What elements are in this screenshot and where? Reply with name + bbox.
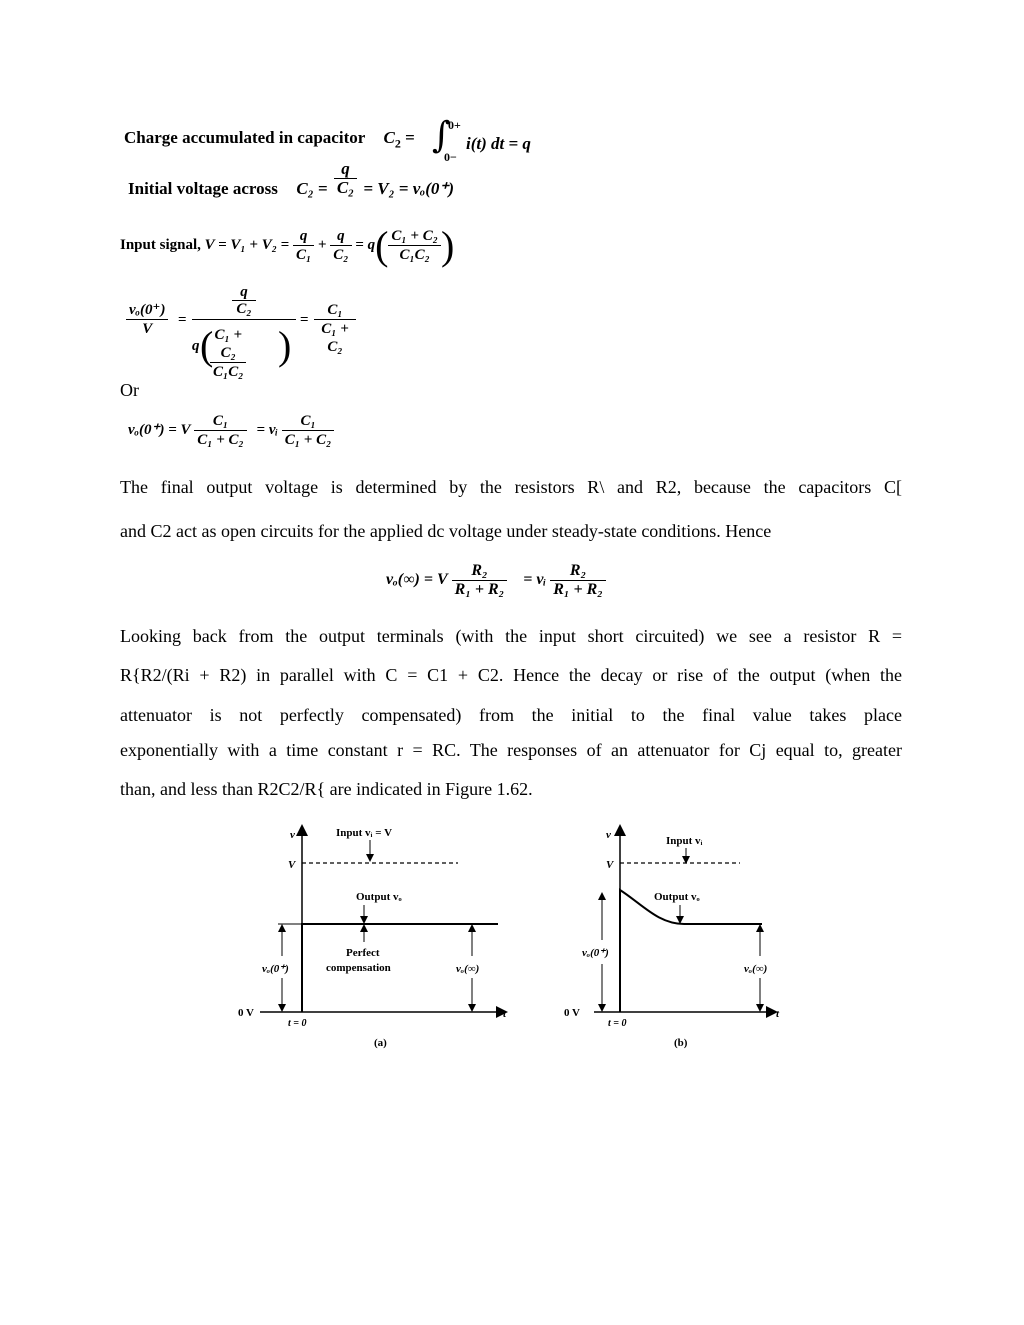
paragraph-2-line-5: than, and less than R2C2/R{ are indicated in Figure 1.62. [120,779,533,799]
figure-b-output-label: Output vₒ [654,891,700,903]
equation-voinf-f2-den: R₁ + R₂ [553,581,603,598]
figure-b-vo0-label: vₒ(0⁺) [582,947,609,959]
paragraph-2-line-4: exponentially with a time constant r = RC. The responses of an attenuator for Cj equal to, greater [120,740,902,760]
figure-b-input-label: Input vᵢ [666,835,703,847]
figure-a-level-v-label: V [288,859,296,871]
equation-ratio-lhs-num: vₒ(0⁺) [126,301,168,320]
equation-initial-voltage [128,160,454,197]
equation-input-signal-f2-num: q [330,227,351,246]
equation-voinf-f1-num: R₂ [452,562,508,581]
equation-initial-voltage-num: q [334,160,357,179]
figure-a-input-label: Input vᵢ = V [336,827,393,839]
figure-a-note-line2: compensation [326,962,391,974]
equation-input-signal-lhs: V = V₁ + V₂ = [204,236,290,253]
or-label: Or [120,380,139,400]
integral-lower-limit: 0− [444,150,457,164]
equation-input-signal-eq: = q [355,236,376,253]
integrand: i(t) dt = q [466,134,531,153]
equation-initial-voltage-lead: Initial voltage across [128,179,278,199]
paragraph-2-line-2: R{R2/(Ri + R2) in parallel with C = C1 + C2. Hence the decay or rise of the output (when the [120,665,902,685]
equation-input-signal-lead: Input signal, [120,236,201,253]
equation-ratio-rhs-num: C₁ [314,301,356,320]
equation-ratio-top-c: C₂ [232,300,255,317]
equation-charge-lhs: C [383,128,395,147]
figure-b-voinf-label: vₒ(∞) [744,963,768,975]
figure-a-axis-t-label: t [503,1008,507,1020]
figure-b-level-v-label: V [606,859,614,871]
equation-voinf-f2-num: R₂ [550,562,606,581]
equation-ratio-bottom-num: C₁ + C₂ [210,326,246,363]
equation-input-signal: Input signal, V = V₁ + V₂ = $\frac{q}{\text{C₁}}$ + $\frac{q}{\text{C₂}}$ = q( $\frac{\text{C₁ + C₂}}{\text{C₁C₂}}$ ) [120,223,455,268]
equation-ratio-bottom-den: C₁C₂ [213,364,244,380]
equation-input-signal-f2-den: C₂ [333,247,349,263]
equation-charge-lhs-sub: 2 [394,136,401,151]
figure-a-vo0-label: vₒ(0⁺) [262,963,289,975]
equation-charge: Charge accumulated in capacitor $C_2$ = [124,128,415,151]
equation-charge-lead: Charge accumulated in capacitor [124,128,365,147]
integral-upper-limit: 0+ [448,118,461,132]
equation-input-signal-f1-num: q [293,227,314,246]
equation-voinf-lhs: vₒ(∞) = V [386,571,448,589]
figure-a [230,820,520,1055]
equation-input-signal-inner-num: C₁ + C₂ [388,227,441,246]
figure-b-output-curve [620,890,762,1012]
figure-b-zero-label: 0 V [564,1007,580,1019]
equation-initial-voltage-lhs: C₂ = [296,179,328,199]
figure-b-t0-label: t = 0 [608,1018,627,1029]
figure-a-zero-label: 0 V [238,1007,254,1019]
equation-vo0-f2-den: C₁ + C₂ [284,432,332,448]
equation-input-signal-f1-den: C₁ [295,247,312,263]
figure-a-output-label: Output vₒ [356,891,402,903]
equation-initial-voltage-den: C₂ [336,178,355,197]
equation-vo0-lhs: vₒ(0⁺) = V [128,421,191,438]
equation-vo0-f2-num: C₁ [282,412,335,431]
equation-voinf-mid: = vᵢ [523,571,547,589]
equation-ratio-rhs-den: C₁ + C₂ [321,321,349,355]
equation-voinf-f1-den: R₁ + R₂ [454,581,505,598]
figure-b-axis-v-label: v [606,829,611,841]
paragraph-1-line-2: and C2 act as open circuits for the applied dc voltage under steady-state conditions. Hence [120,521,772,541]
figure-b [560,820,800,1055]
equation-initial-voltage-rhs: = V₂ = vₒ(0⁺) [363,179,455,199]
equation-input-signal-inner-den: C₁C₂ [399,247,430,263]
equation-vo0-f1-num: C₁ [194,412,247,431]
paragraph-2-line-1: Looking back from the output terminals (with the input short circuited) we see a resistor R = [120,626,902,646]
equation-ratio: $\frac{\text{vₒ(0⁺)}}{V}$ = q C₂ q ( $\frac{\text{C₁ + C₂}}{\text{C₁C₂}}$ ) = $\frac{\text{C₁}}{\text{C₁ + C₂}}$ [126,284,356,374]
equation-vo0 [128,412,334,449]
integral-sign: ∫ [432,115,451,156]
figure-a-voinf-label: vₒ(∞) [456,963,480,975]
figure-b-caption: (b) [674,1037,688,1049]
paragraph-2-line-3: attenuator is not perfectly compensated) from the initial to the final value takes place [120,705,902,725]
paragraph-1-line-1: The final output voltage is determined by the resistors R\ and R2, because the capacitors C[ [120,477,902,497]
figure-b-axis-t-label: t [776,1008,780,1020]
equation-vo0-f1-den: C₁ + C₂ [197,432,244,448]
figure-a-note-line1: Perfect [346,947,380,959]
figure-a-axis-v-label: v [290,829,295,841]
equation-vo0-mid: = vᵢ [256,421,279,438]
equation-input-signal-plus: + [317,236,327,253]
figure-a-caption: (a) [374,1037,387,1049]
equation-ratio-top-q: q [240,284,248,300]
figure-a-t0-label: t = 0 [288,1018,307,1029]
equation-ratio-bottom-q: q [192,338,200,354]
equation-ratio-lhs-den: V [142,321,153,337]
equation-voinf [386,562,606,599]
